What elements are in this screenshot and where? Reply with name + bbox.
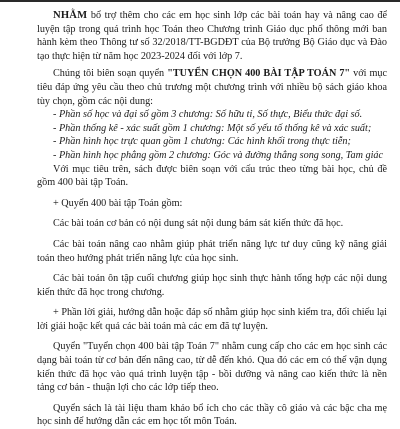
book-intro-before: Chúng tôi biên soạn quyển xyxy=(53,68,168,80)
goal-paragraph: Với mục tiêu trên, sách được biên soạn với cấu trúc theo từng bài học, chủ đề gồm 400 bài tập Toán. xyxy=(37,163,387,189)
preface-content xyxy=(37,9,387,429)
list-item xyxy=(37,122,387,136)
list-item-text: - Phần số học và đại số gồm 3 chương: Số hữu tỉ, Số thực, Biểu thức đại số. xyxy=(53,109,363,121)
list-item xyxy=(37,108,387,122)
advanced-paragraph: Các bài toán nâng cao nhằm giúp phát triển năng lực tư duy cũng kỹ năng giải toán theo hướng phát triển năng lực của học sinh. xyxy=(37,238,387,264)
basic-paragraph: Các bài toán cơ bản có nội dung sát nội dung bám sát kiến thức đã học. xyxy=(53,218,344,230)
summary-paragraph: Các bài toán ôn tập cuối chương giúp học sinh thực hành tổng hợp các nội dung kiến thức đã học trong chương. xyxy=(37,273,387,298)
solutions-paragraph: + Phần lời giải, hướng dẫn hoặc đáp số nhằm giúp học sinh kiểm tra, đối chiếu lại lời giải hoặc kết quả các bài toán mà các em đã tự luyện. xyxy=(37,307,387,332)
list-item-text: - Phần hình học phẳng gồm 2 chương: Góc và đường thẳng song song, Tam giác xyxy=(53,149,384,161)
intro-paragraph xyxy=(37,9,387,63)
list-item xyxy=(37,149,387,163)
book-title: "TUYỂN CHỌN 400 BÀI TẬP TOÁN 7" xyxy=(167,68,351,80)
list-item xyxy=(37,135,387,149)
closing-paragraph: Quyển sách là tài liệu tham khảo bổ ích cho các thầy cô giáo và các bậc cha mẹ học sinh để hướng dẫn các em học tốt môn Toán. xyxy=(37,402,387,428)
book-intro-after: với mục tiêu đáp ứng yêu cầu theo chủ trương một chương trình với nhiều bộ sách giáo khoa tùy chọn, gồm các nội dung: xyxy=(37,68,387,107)
content-list xyxy=(37,108,387,162)
list-item-text: - Phần hình học trực quan gồm 1 chương: Các hình khối trong thực tiễn; xyxy=(53,136,351,148)
book-intro-paragraph xyxy=(37,67,387,108)
dropcap-word: NHẰM xyxy=(53,10,88,21)
list-item-text: - Phần thống kê - xác suất gồm 1 chương: Một số yếu tố thống kê và xác suất; xyxy=(53,122,372,134)
intro-text: bổ trợ thêm cho các em học sinh lớp các bài toán hay và nâng cao để luyện tập trong quá trình học Toán theo Chương trình Giáo dục phổ thông mới ban hành kèm theo Thông tư số 32/2018/TT-BGDĐT của Bộ trưởng Bộ Giáo dục và Đào tạo thực hiện từ năm học 2023-2024 đối với lớp 7. xyxy=(37,10,387,62)
structure-heading: + Quyển 400 bài tập Toán gồm: xyxy=(53,197,183,209)
conclusion-paragraph: Quyển "Tuyển chọn 400 bài tập Toán 7" nhằm cung cấp cho các em học sinh các dạng bài toán từ cơ bản đến nâng cao, từ dễ đến khó. Qua đó các em có thể vận dụng kiến thức đã học vào quá trình luyện tập - bồi dưỡng và nâng cao kiến thức là nền tảng cơ bản - thuận lợi cho các lớp tiếp theo. xyxy=(37,341,387,394)
